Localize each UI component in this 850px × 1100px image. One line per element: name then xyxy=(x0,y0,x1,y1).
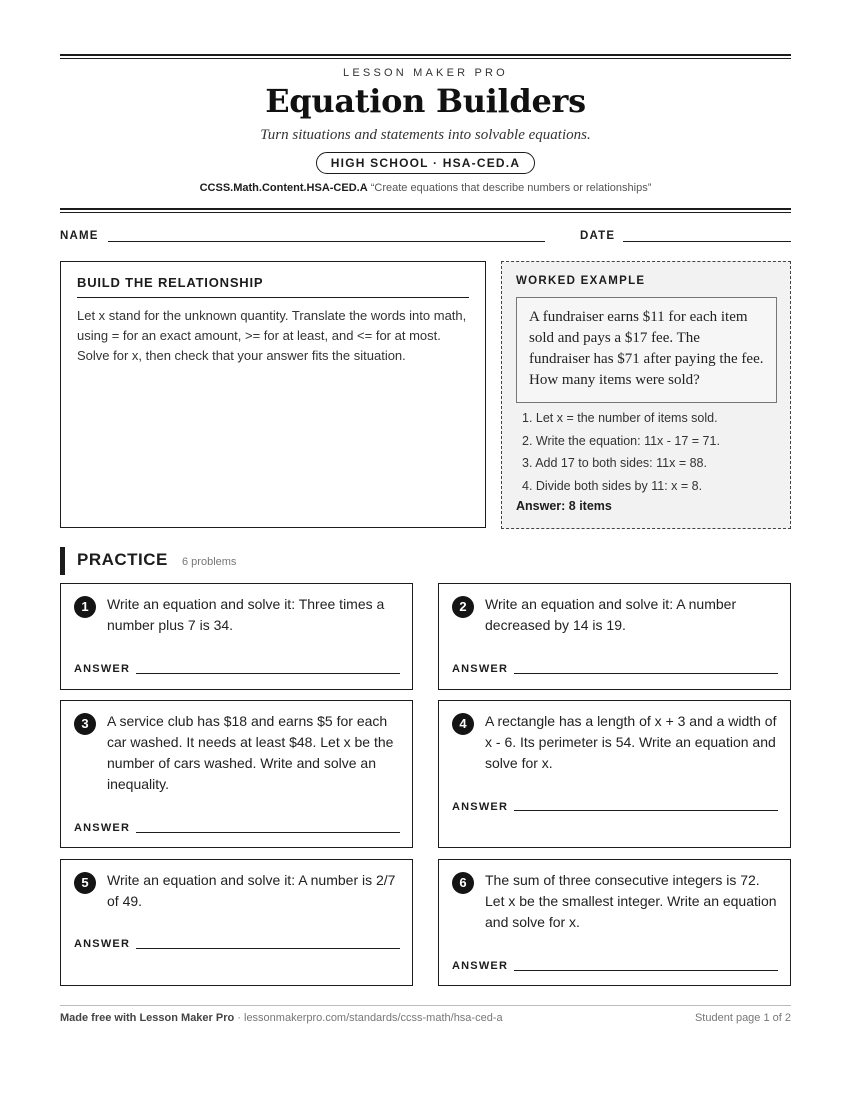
standard-code: CCSS.Math.Content.HSA-CED.A xyxy=(199,182,368,194)
worked-step: 1. Let x = the number of items sold. xyxy=(522,411,718,425)
problem-text: Write an equation and solve it: A number decreased by 14 is 19. xyxy=(485,596,737,633)
worked-example-answer: Answer: 8 items xyxy=(516,499,612,513)
brand-label: LESSON MAKER PRO xyxy=(343,67,508,79)
problem-text: Write an equation and solve it: Three times a number plus 7 is 34. xyxy=(107,596,385,633)
answer-field[interactable] xyxy=(514,970,778,971)
worked-example-problem: A fundraiser earns $11 for each item sold and pays a $17 fee. The fundraiser has $71 after paying the fee. How many items were sold? xyxy=(516,297,777,403)
footer-made-with: Made free with Lesson Maker Pro xyxy=(60,1012,235,1024)
relationship-box xyxy=(60,261,486,528)
problem-text: The sum of three consecutive integers is 72. Let x be the smallest integer. Write an equation and solve for x. xyxy=(485,872,777,930)
answer-label: ANSWER xyxy=(74,822,131,834)
problem-card-4 xyxy=(438,700,791,848)
practice-header xyxy=(60,547,237,575)
relationship-body: Let x stand for the unknown quantity. Translate the words into math, using = for an exact amount, >= for at least, and <= for at most. Solve for x, then check that your answer fits the situation. xyxy=(77,308,467,363)
level-badge: HIGH SCHOOL · HSA-CED.A xyxy=(316,152,535,174)
footer-separator: · xyxy=(234,1012,244,1024)
worked-step: 2. Write the equation: 11x - 17 = 71. xyxy=(522,433,720,448)
footer-page-number: Student page 1 of 2 xyxy=(694,1012,791,1024)
worked-example-box xyxy=(501,261,791,529)
problem-text: Write an equation and solve it: A number is 2/7 of 49. xyxy=(107,872,396,909)
page-subtitle: Turn situations and statements into solvable equations. xyxy=(260,127,591,143)
problem-number: 4 xyxy=(452,713,474,735)
page-title: Equation Builders xyxy=(265,82,586,120)
answer-field[interactable] xyxy=(136,948,400,949)
header-bottom-rule xyxy=(60,208,791,213)
practice-title: PRACTICE xyxy=(77,550,168,569)
problem-card-6 xyxy=(438,859,791,986)
footer-rule xyxy=(60,1005,791,1006)
answer-label: ANSWER xyxy=(452,663,509,675)
problem-number: 2 xyxy=(452,596,474,618)
standard-line xyxy=(60,182,791,194)
date-field[interactable] xyxy=(623,241,791,242)
level-badge-wrap xyxy=(60,152,791,174)
answer-label: ANSWER xyxy=(74,663,131,675)
problem-card-2 xyxy=(438,583,791,690)
worked-example-steps xyxy=(522,407,720,497)
worked-step: 4. Divide both sides by 11: x = 8. xyxy=(522,478,703,493)
problem-number: 1 xyxy=(74,596,96,618)
top-rule xyxy=(60,54,791,59)
problem-number: 6 xyxy=(452,872,474,894)
problem-text: A rectangle has a length of x + 3 and a width of x - 6. Its perimeter is 54. Write an equation and solve for x. xyxy=(485,713,777,771)
footer-credit xyxy=(60,1012,503,1024)
date-label: DATE xyxy=(580,230,616,242)
answer-field[interactable] xyxy=(136,832,400,833)
worked-example-heading: WORKED EXAMPLE xyxy=(516,275,646,287)
answer-field[interactable] xyxy=(136,673,400,674)
problem-number: 3 xyxy=(74,713,96,735)
worked-step: 3. Add 17 to both sides: 11x = 88. xyxy=(522,456,707,470)
name-date-row xyxy=(60,229,791,245)
answer-field[interactable] xyxy=(514,810,778,811)
practice-count: 6 problems xyxy=(182,556,237,568)
answer-label: ANSWER xyxy=(452,801,509,813)
answer-label: ANSWER xyxy=(452,960,509,972)
problem-card-3 xyxy=(60,700,413,848)
problem-text: A service club has $18 and earns $5 for each car washed. It needs at least $48. Let x be the number of cars washed. Write and solve an inequality. xyxy=(107,713,394,792)
standard-description: “Create equations that describe numbers or relationships” xyxy=(370,182,652,194)
problem-card-1 xyxy=(60,583,413,690)
footer-url[interactable]: lessonmakerpro.com/standards/ccss-math/hsa-ced-a xyxy=(244,1012,503,1024)
relationship-heading: BUILD THE RELATIONSHIP xyxy=(77,275,469,298)
name-field[interactable] xyxy=(108,241,545,242)
answer-field[interactable] xyxy=(514,673,778,674)
problem-number: 5 xyxy=(74,872,96,894)
name-label: NAME xyxy=(60,230,99,242)
problem-card-5 xyxy=(60,859,413,986)
answer-label: ANSWER xyxy=(74,938,131,950)
